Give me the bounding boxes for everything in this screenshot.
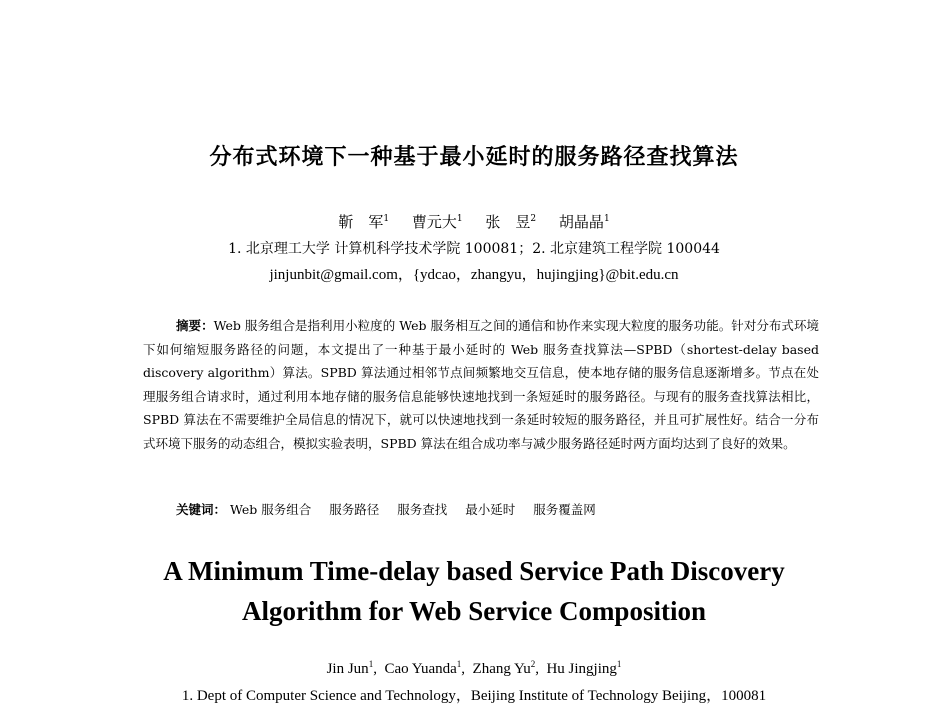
author-name: Jin Jun [326,661,369,677]
author-emails: jinjunbit@gmail.com，{ydcao，zhangyu，hujingjing}@bit.edu.cn [269,267,679,283]
author-affil-mark: 1 [616,659,622,669]
chinese-keywords [176,500,610,518]
author-name: 靳 军 [338,213,384,231]
author-affil-mark: 1 [456,214,463,224]
author-affil-mark: 1 [368,659,374,669]
author-name: Cao Yuanda [384,661,457,677]
english-title-line-1: A Minimum Time-delay based Service Path Discovery [163,556,785,586]
author-name: 张 昱 [485,213,531,231]
chinese-abstract [143,314,819,455]
abstract-label: 摘要： [176,318,214,333]
author-name: Hu Jingjing [546,661,617,677]
author-affil-mark: 2 [530,659,536,669]
english-affiliation: 1. Dept of Computer Science and Technology，Beijing Institute of Technology Beijing，100081 [181,688,767,704]
english-title-line-2: Algorithm for Web Service Composition [242,596,706,626]
author-name: 胡晶晶 [558,213,604,231]
keywords-label: 关键词： [176,502,227,517]
author-affil-mark: 1 [456,659,462,669]
author-affil-mark: 1 [603,214,610,224]
chinese-title: 分布式环境下一种基于最小延时的服务路径查找算法 [209,144,739,170]
keyword: 服务查找 [397,502,448,517]
keyword: 服务路径 [329,502,380,517]
abstract-text: Web 服务组合是指利用小粒度的 Web 服务相互之间的通信和协作来实现大粒度的服务功能。针对分布式环境下如何缩短服务路径的问题，本文提出了一种基于最小延时的 Web 服务查找算法—SPBD（shortest-delay based discovery algorithm）算法。SPBD 算法通过相邻节点间频繁地交互信息，使本地存储的服务信息逐渐增多。节点在处理服务组合请求时，通过利用本地存储的服务信息能够快速地找到一条短延时的服务路径。与现有的服务查找算法相比，SPBD 算法在不需要维护全局信息的情况下，就可以快速地找到一条延时较短的服务路径，并且可扩展性好。结合一分布式环境下服务的动态组合，模拟实验表明，SPBD 算法在组合成功率与减少服务路径延时两方面均达到了良好的效果。 [143,318,819,451]
author-affil-mark: 1 [383,214,390,224]
keyword: 服务覆盖网 [533,502,596,517]
author-affil-mark: 2 [530,214,537,224]
chinese-authors [0,211,948,232]
english-authors: Jin Jun$^1$, Cao Yuanda$^1$, Zhang Yu$^2$, Hu Jingjing$^1$ [326,659,622,677]
author-name: Zhang Yu [472,661,531,677]
chinese-affiliation: 1. 北京理工大学 计算机科学技术学院 100081；2. 北京建筑工程学院 100044 [228,241,720,257]
author-name: 曹元大 [411,213,457,231]
keyword: Web 服务组合 [230,502,312,517]
keyword: 最小延时 [465,502,516,517]
